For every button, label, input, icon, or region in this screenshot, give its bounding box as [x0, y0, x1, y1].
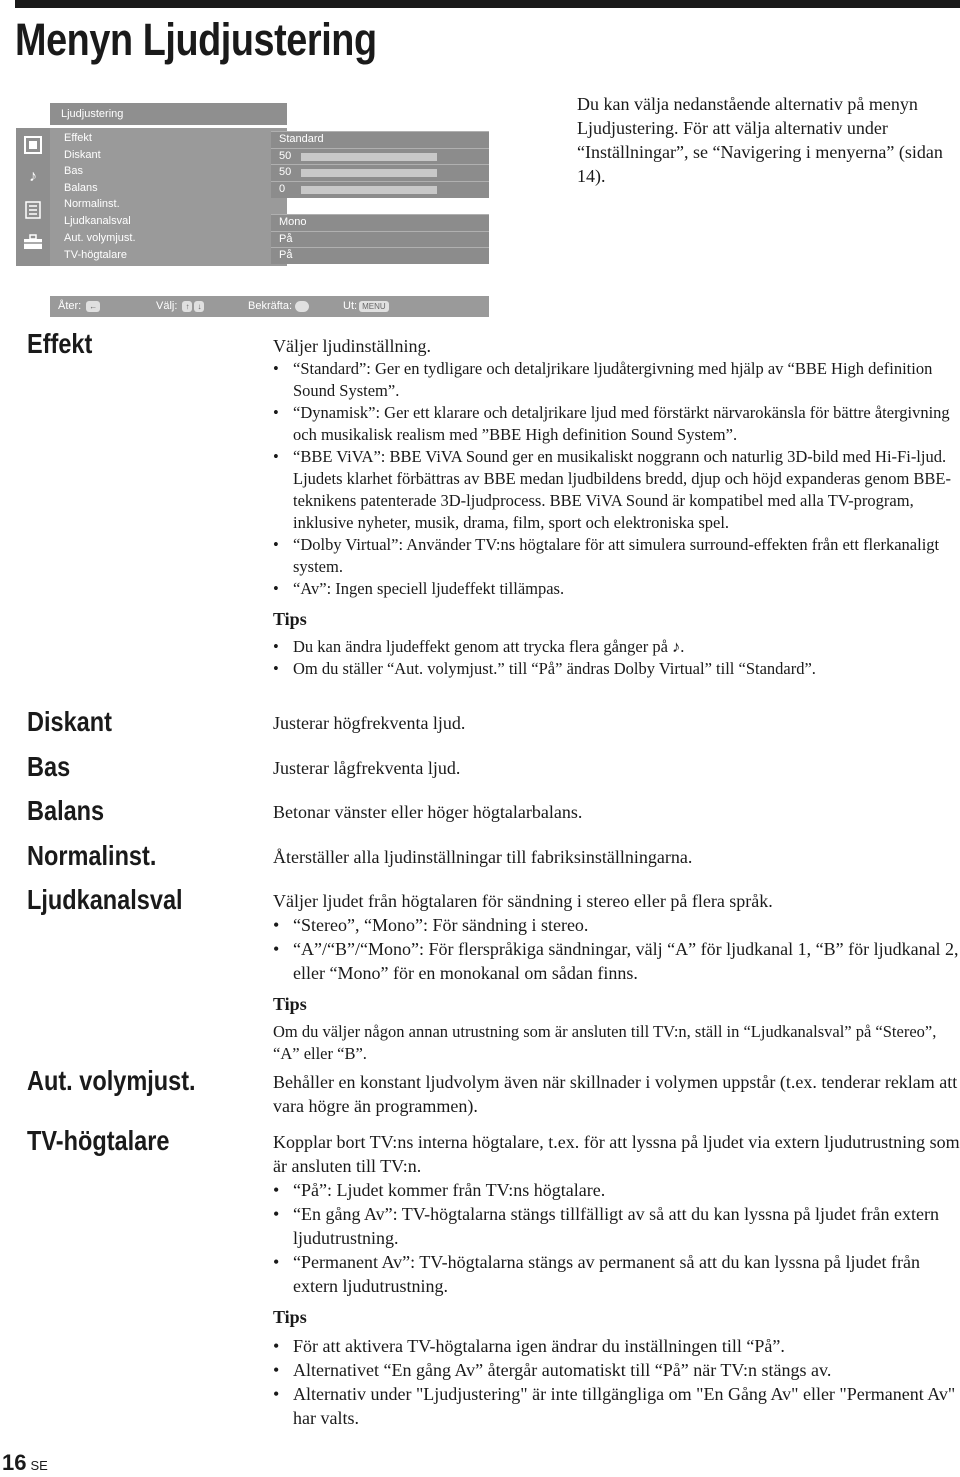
value-bas: 50	[279, 166, 292, 178]
page-number	[2, 1450, 48, 1476]
autvolymjust-description: Behåller en konstant ljudvolym även när skillnader i volymen uppstår (t.ex. tenderar reklam att vara högre än programmen).	[273, 1072, 958, 1116]
menu-key: MENU	[359, 301, 389, 312]
term-tvhogtalare: TV-högtalare	[27, 1125, 170, 1156]
tvhogtalare-tip-3: • Alternativ under "Ljudjustering" är inte tillgängliga om "En Gång Av" eller "Permanent Av" har valts.	[273, 1382, 960, 1430]
menu-header-label: Ljudjustering	[61, 108, 124, 120]
menu-items-column	[50, 128, 287, 266]
menu-item-effekt[interactable]: Effekt	[64, 132, 92, 144]
effekt-bullet-dynamisk: • “Dynamisk”: Ger ett klarare och detaljrikare ljud med förstärkt närvarokänsla för bättre återgivning och musikalisk realism med ”BBE High definition Sound System”.	[273, 402, 960, 446]
menu-sidebar	[16, 128, 50, 266]
ljudkanalsval-tips-heading: Tips	[273, 994, 307, 1014]
value-ljudkanalsval: Mono	[279, 216, 307, 228]
tvhogtalare-tip-2: • Alternativet “En gång Av” återgår automatiskt till “På” när TV:n stängs av.	[273, 1358, 960, 1382]
ljudkanalsval-tip: Om du väljer någon annan utrustning som är ansluten till TV:n, ställ in “Ljudkanalsval” på “Stereo”, “A” eller “B”.	[273, 1022, 937, 1063]
term-bas: Bas	[27, 751, 71, 782]
up-arrow-icon: ↑	[182, 301, 192, 312]
effekt-tip-2: • Om du ställer “Aut. volymjust.” till “På” ändras Dolby Virtual” till “Standard”.	[273, 658, 960, 680]
value-row-tvhogtalare[interactable]	[271, 247, 489, 264]
footer-back	[58, 300, 100, 312]
footer-exit-label: Ut:	[343, 300, 358, 312]
ljudkanalsval-bullet-ab: • “A”/“B”/“Mono”: För flerspråkiga sändningar, välj “A” för ljudkanal 1, “B” för ljudkanal 2, eller “Mono” för en monokanal om sådan finns.	[273, 937, 960, 985]
diskant-slider[interactable]	[301, 153, 437, 161]
footer-confirm-label: Bekräfta:	[248, 300, 293, 312]
value-effekt: Standard	[279, 133, 324, 145]
ljudkanalsval-bullet-stereo: • “Stereo”, “Mono”: För sändning i stereo.	[273, 913, 960, 937]
effekt-bullet-av: • “Av”: Ingen speciell ljudeffekt tillämpas.	[273, 578, 960, 600]
page-lang: SE	[30, 1458, 48, 1473]
tvhogtalare-bullet-permanent-av: • “Permanent Av”: TV-högtalarna stängs av permanent så att du kan lyssna på ljudet från extern ljudutrustning.	[273, 1250, 960, 1298]
balans-slider[interactable]	[301, 186, 437, 194]
footer-select	[156, 300, 204, 312]
ok-button-icon	[295, 301, 309, 312]
value-balans: 0	[279, 183, 286, 195]
top-rule	[15, 0, 960, 8]
effekt-bullet-standard: • “Standard”: Ger en tydligare och detaljrikare ljudåtergivning med hjälp av “BBE High definition Sound System”.	[273, 358, 960, 402]
picture-icon[interactable]	[22, 134, 44, 156]
bas-description: Justerar lågfrekventa ljud.	[273, 758, 461, 778]
balans-description: Betonar vänster eller höger högtalarbalans.	[273, 802, 583, 822]
menu-item-balans[interactable]: Balans	[64, 182, 98, 194]
footer-confirm	[248, 300, 309, 312]
sound-menu-screenshot	[16, 103, 489, 318]
term-diskant: Diskant	[27, 706, 112, 737]
back-arrow-icon: ←	[86, 301, 100, 312]
down-arrow-icon: ↓	[194, 301, 204, 312]
term-normalinst: Normalinst.	[27, 840, 157, 871]
normalinst-description: Återställer alla ljudinställningar till fabriksinställningarna.	[273, 847, 693, 867]
menu-item-ljudkanalsval[interactable]: Ljudkanalsval	[64, 215, 131, 227]
term-balans: Balans	[27, 795, 105, 826]
menu-item-normalinst[interactable]: Normalinst.	[64, 198, 120, 210]
page-title: Menyn Ljudjustering	[15, 14, 377, 65]
effekt-tip-1: • Du kan ändra ljudeffekt genom att trycka flera gånger på ♪.	[273, 636, 960, 658]
value-row-diskant[interactable]	[271, 148, 489, 165]
tvhogtalare-bullet-pa: • “På”: Ljudet kommer från TV:ns högtalare.	[273, 1178, 960, 1202]
ljudkanalsval-description	[273, 889, 960, 1065]
effekt-intro: Väljer ljudinställning.	[273, 336, 431, 356]
value-row-balans[interactable]	[271, 181, 489, 198]
footer-exit	[343, 300, 389, 312]
ljudkanalsval-intro: Väljer ljudet från högtalaren för sändning i stereo eller på flera språk.	[273, 891, 773, 911]
menu-item-diskant[interactable]: Diskant	[64, 149, 101, 161]
term-effekt: Effekt	[27, 328, 93, 359]
value-autvolymjust: På	[279, 233, 293, 245]
term-ljudkanalsval: Ljudkanalsval	[27, 884, 183, 915]
tvhogtalare-bullet-en-gang-av: • “En gång Av”: TV-högtalarna stängs tillfälligt av så att du kan lyssna på ljudet från extern ljudutrustning.	[273, 1202, 960, 1250]
tvhogtalare-tips-heading: Tips	[273, 1307, 307, 1327]
tvhogtalare-description	[273, 1130, 960, 1430]
effekt-bullet-bbe-viva: • “BBE ViVA”: BBE ViVA Sound ger en musikaliskt noggrann och naturlig 3D-bild med Hi-Fi-ljud. Ljudets klarhet förbättras av BBE medan ljudbildens bredd, djup och höjd expanderas genom BBE-teknikens patenterade 3D-ljudprocess. BBE ViVA Sound är kompatibel med alla TV-program, inklusive nyheter, musik, drama, film, sport och elektroniska spel.	[273, 446, 960, 534]
menu-footer	[50, 296, 489, 317]
settings-list-icon[interactable]	[22, 199, 44, 221]
intro-text: Du kan välja nedanstående alternativ på menyn Ljudjustering. För att välja alternativ under “Inställningar”, se “Navigering i menyerna” (sidan 14).	[577, 94, 943, 186]
music-note-icon[interactable]: ♪	[29, 168, 37, 185]
value-row-ljudkanalsval[interactable]	[271, 214, 489, 231]
menu-item-tvhogtalare[interactable]: TV-högtalare	[64, 249, 127, 261]
effekt-description	[273, 334, 960, 680]
menu-header	[50, 103, 287, 125]
value-tvhogtalare: På	[279, 249, 293, 261]
footer-select-label: Välj:	[156, 300, 178, 312]
bas-slider[interactable]	[301, 169, 437, 177]
value-row-effekt[interactable]	[271, 131, 489, 148]
term-autvolymjust: Aut. volymjust.	[27, 1065, 196, 1096]
menu-item-autvolymjust[interactable]: Aut. volymjust.	[64, 232, 136, 244]
tvhogtalare-intro: Kopplar bort TV:ns interna högtalare, t.ex. för att lyssna på ljudet via extern ljudutrustning som är ansluten till TV:n.	[273, 1132, 960, 1176]
tvhogtalare-tip-1: • För att aktivera TV-högtalarna igen ändrar du inställningen till “På”.	[273, 1334, 960, 1358]
toolbox-icon[interactable]	[22, 231, 44, 253]
value-row-bas[interactable]	[271, 164, 489, 181]
diskant-description: Justerar högfrekventa ljud.	[273, 713, 466, 733]
value-row-autvolymjust[interactable]	[271, 231, 489, 248]
menu-item-bas[interactable]: Bas	[64, 165, 83, 177]
page-number-value: 16	[2, 1450, 27, 1475]
effekt-tips-heading: Tips	[273, 609, 307, 629]
value-diskant: 50	[279, 150, 292, 162]
effekt-bullet-dolby: • “Dolby Virtual”: Använder TV:ns högtalare för att simulera surround-effekten från ett flerkanaligt system.	[273, 534, 960, 578]
footer-back-label: Åter:	[58, 300, 82, 312]
